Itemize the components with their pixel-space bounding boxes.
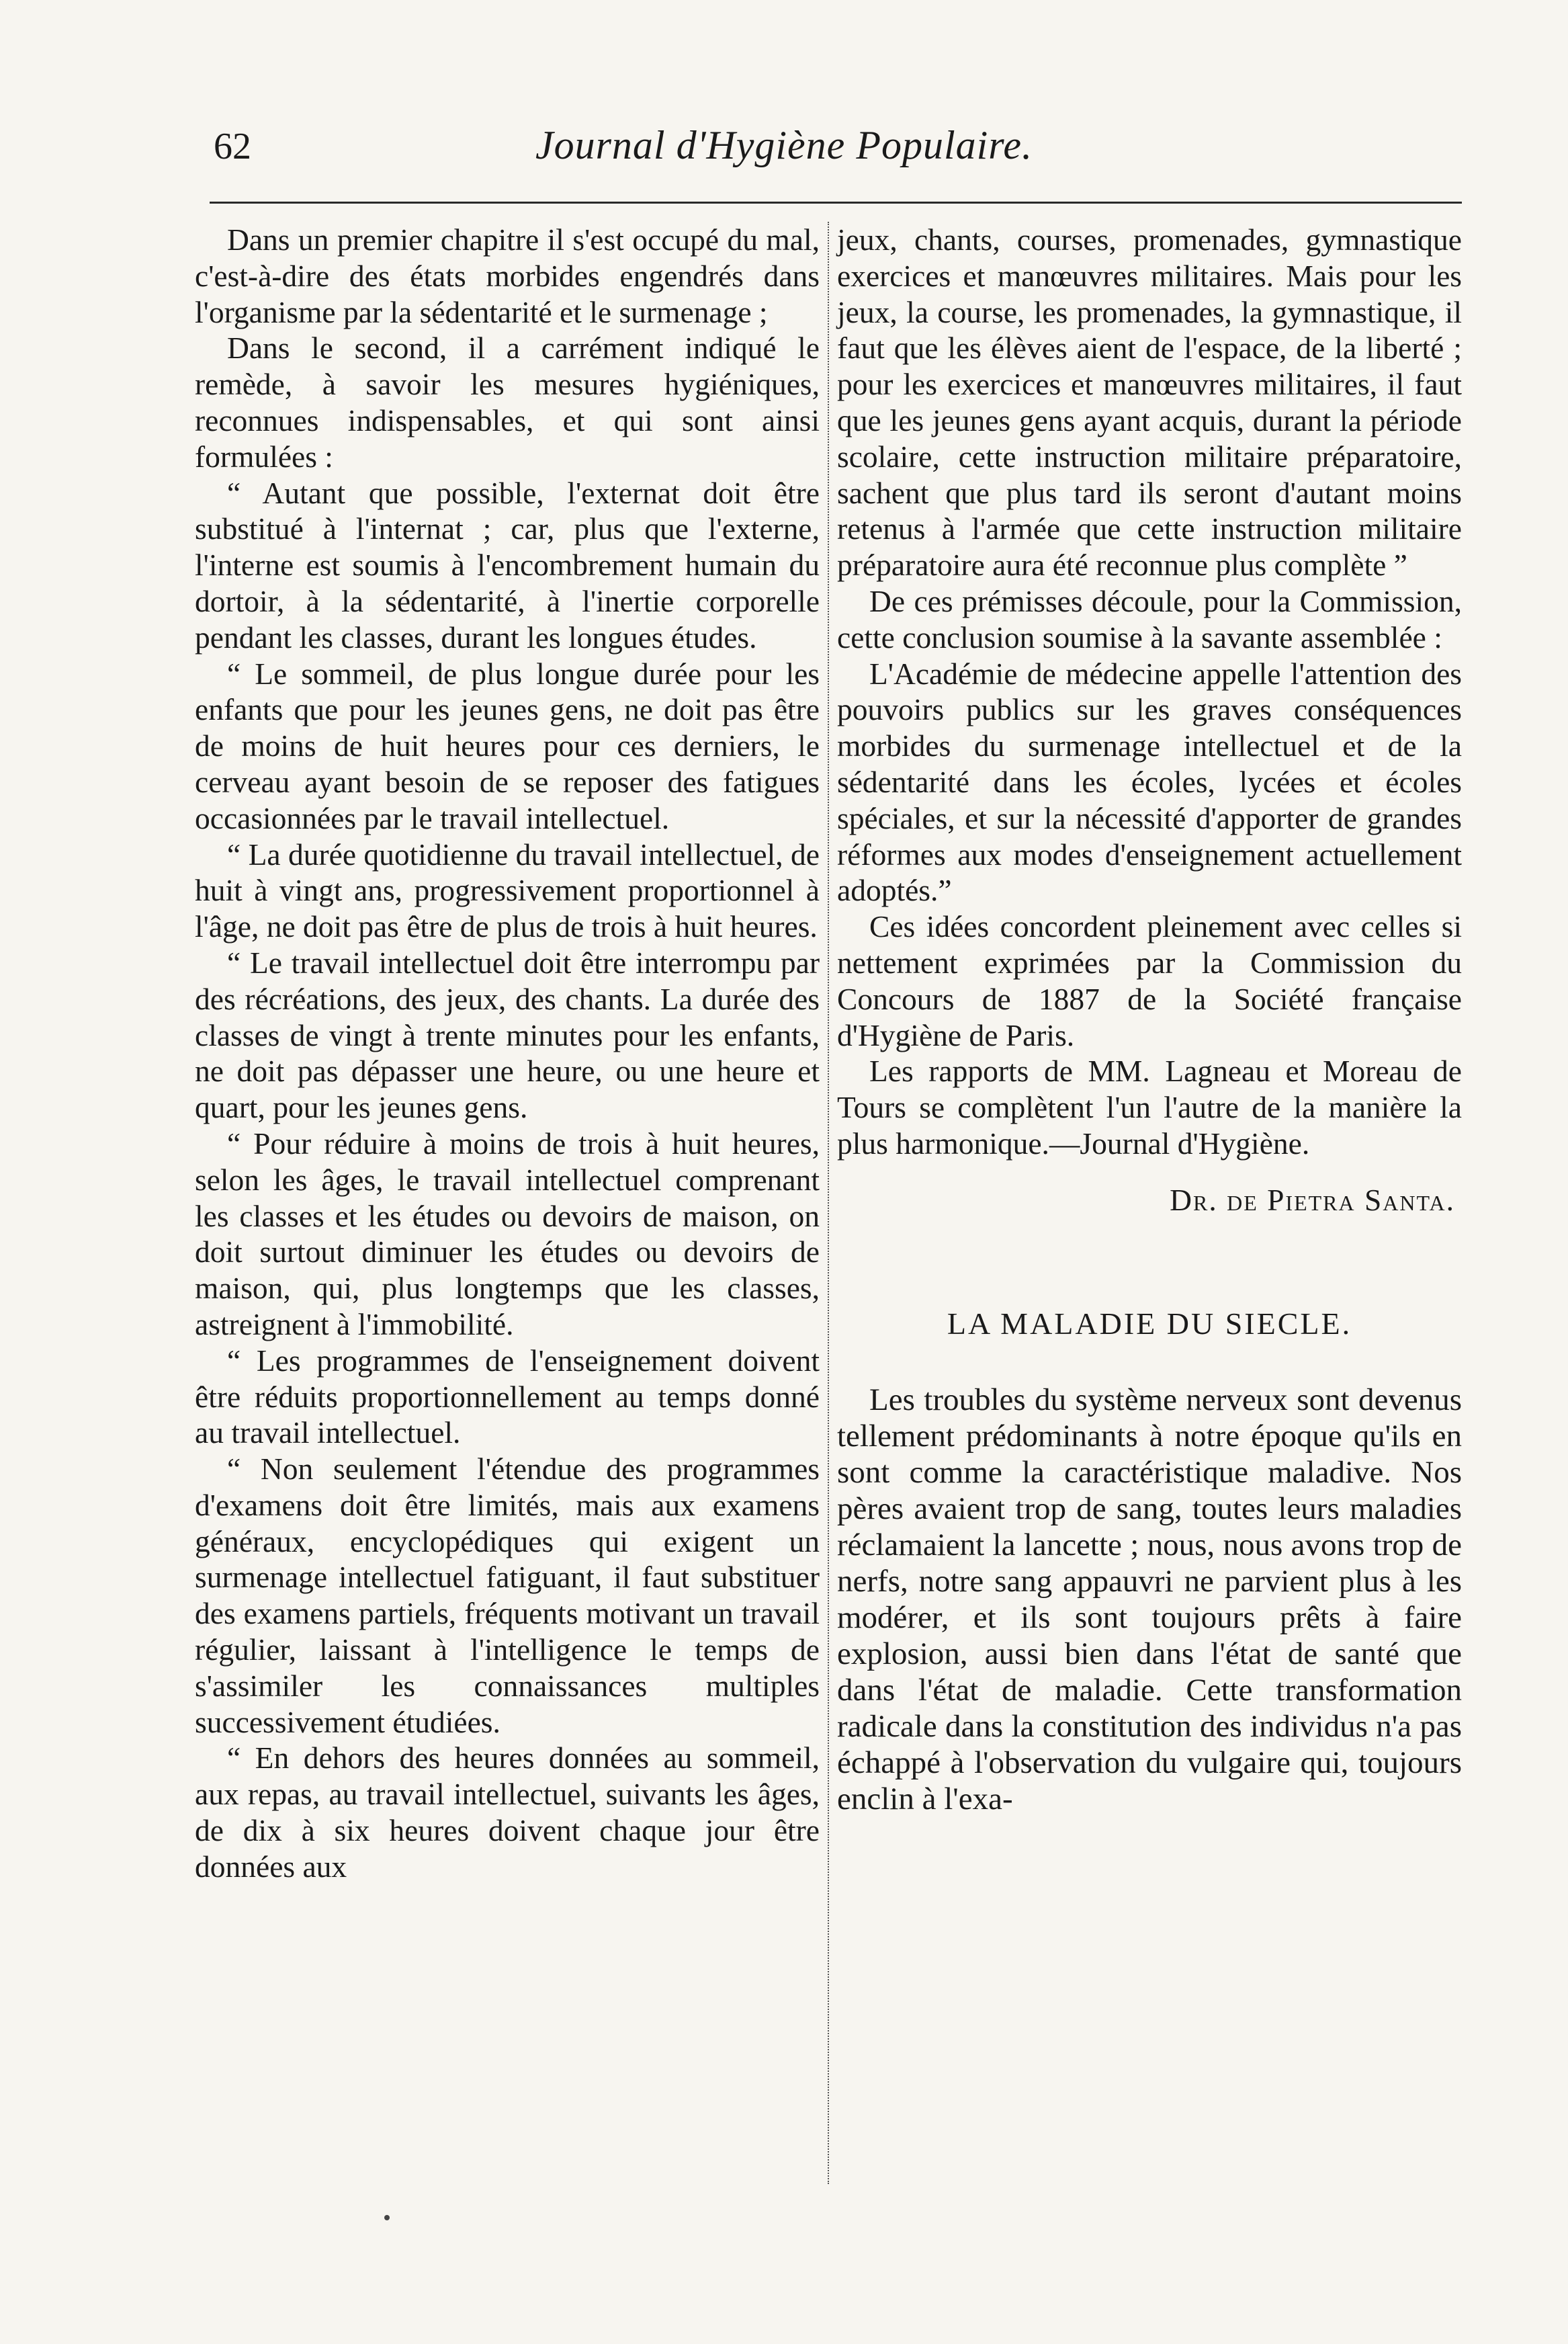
- column-divider: [828, 222, 829, 2184]
- paragraph: Ces idées concordent pleinement avec celles si nettement exprimées par la Commission du Concours de 1887 de la Société française d'Hygiène de Paris.: [837, 909, 1462, 1052]
- paragraph: L'Académie de médecine appelle l'attention des pouvoirs publics sur les graves conséquences morbides du surmenage intellectuel et de la sédentarité dans les écoles, lycées et écoles spéciales, et sur la nécessité d'apporter de grandes réformes aux modes d'enseignement actuellement adoptés.”: [837, 656, 1462, 908]
- left-column: [195, 222, 820, 1885]
- paragraph: “ Non seulement l'étendue des programmes d'examens doit être limités, mais aux examens généraux, encyclopédiques qui exigent un surmenage intellectuel fatiguant, il faut substituer des examens partiels, fréquents motivant un travail régulier, laissant à l'intelligence le temps de s'assimiler les connaissances multiples successivement étudiées.: [195, 1452, 820, 1739]
- ink-dot: [384, 2215, 390, 2220]
- paragraph: “ La durée quotidienne du travail intellectuel, de huit à vingt ans, progressivement proportionnel à l'âge, ne doit pas être de plus de trois à huit heures.: [195, 837, 820, 944]
- paragraph: Dans le second, il a carrément indiqué le remède, à savoir les mesures hygiéniques, reconnues indispensables, et qui sont ainsi formulées :: [195, 331, 820, 474]
- paragraph: “ Le travail intellectuel doit être interrompu par des récréations, des jeux, des chants. La durée des classes de vingt à trente minutes pour les enfants, ne doit pas dépasser une heure, ou une heure et quart, pour les jeunes gens.: [195, 945, 820, 1125]
- running-title: Journal d'Hygiène Populaire.: [535, 123, 1033, 167]
- header-rule: [210, 202, 1462, 204]
- section-title: LA MALADIE DU SIECLE.: [947, 1306, 1352, 1341]
- paragraph: Les troubles du système nerveux sont devenus tellement prédominants à notre époque qu'ils en sont comme la caractéristique maladive. Nos pères avaient trop de sang, toutes leurs maladies réclamaient la lancette ; nous, nous avons trop de nerfs, notre sang appauvri ne parvient plus à les modérer, et ils sont toujours prêts à faire explosion, aussi bien dans l'état de santé que dans l'état de maladie. Cette transformation radicale dans la constitution des individus n'a pas échappé à l'observation du vulgaire qui, toujours enclin à l'exa-: [837, 1382, 1462, 1817]
- right-column: [837, 222, 1462, 1817]
- paragraph: De ces prémisses découle, pour la Commission, cette conclusion soumise à la savante assemblée :: [837, 583, 1462, 655]
- page-number: 62: [214, 126, 251, 167]
- paragraph: “ Les programmes de l'enseignement doivent être réduits proportionnellement au temps donné au travail intellectuel.: [195, 1343, 820, 1450]
- paragraph: Dans un premier chapitre il s'est occupé du mal, c'est-à-dire des états morbides engendrés dans l'organisme par la sédentarité et le surmenage ;: [195, 222, 820, 329]
- paragraph: jeux, chants, courses, promenades, gymnastique exercices et manœuvres militaires. Mais pour les jeux, la course, les promenades, la gymnastique, il faut que les élèves aient de l'espace, de la liberté ; pour les exercices et manœuvres militaires, il faut que les jeunes gens ayant acquis, durant la période scolaire, cette instruction militaire préparatoire, sachent que plus tard ils seront d'autant moins retenus à l'armée que cette instruction militaire préparatoire aura été reconnue plus complète ”: [837, 222, 1462, 583]
- paragraph: “ Autant que possible, l'externat doit être substitué à l'internat ; car, plus que l'externe, l'interne est soumis à l'encombrement humain du dortoir, à la sédentarité, à l'inertie corporelle pendant les classes, durant les longues études.: [195, 475, 820, 655]
- paragraph: Les rapports de MM. Lagneau et Moreau de Tours se complètent l'un l'autre de la manière la plus harmonique.—Journal d'Hygiène.: [837, 1054, 1462, 1161]
- paragraph: “ Le sommeil, de plus longue durée pour les enfants que pour les jeunes gens, ne doit pas être de moins de huit heures pour ces derniers, le cerveau ayant besoin de se reposer des fatigues occasionnées par le travail intellectuel.: [195, 656, 820, 835]
- paragraph: “ En dehors des heures données au sommeil, aux repas, au travail intellectuel, suivants les âges, de dix à six heures doivent chaque jour être données aux: [195, 1741, 820, 1884]
- paragraph: “ Pour réduire à moins de trois à huit heures, selon les âges, le travail intellectuel comprenant les classes et les études ou devoirs de maison, on doit surtout diminuer les études ou devoirs de maison, qui, plus longtemps que les classes, astreignent à l'immobilité.: [195, 1126, 820, 1341]
- author-signature: Dr. de Pietra Santa.: [1170, 1182, 1455, 1217]
